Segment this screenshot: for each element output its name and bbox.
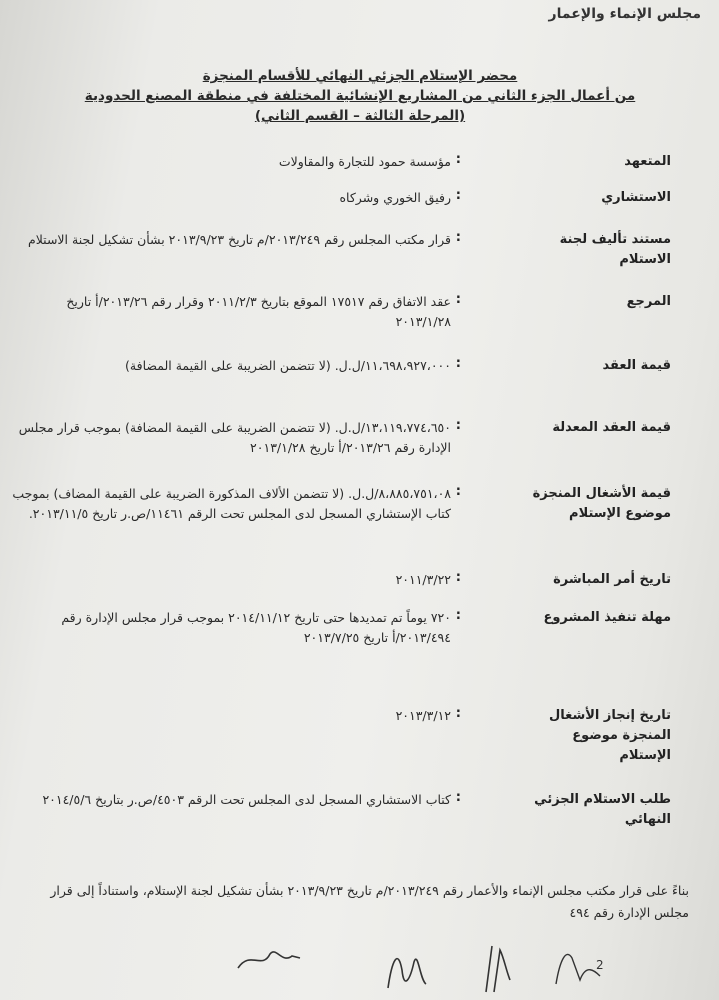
field-value: ٢٠١١/٣/٢٢ — [395, 572, 451, 587]
title-line-1: محضر الإستلام الجزئي النهائي للأقسام المنجزة — [202, 68, 518, 84]
field-label: المرجع — [626, 294, 671, 309]
field-label: قيمة العقد المعدلة — [552, 420, 671, 435]
field-colon: : — [455, 188, 461, 203]
signature-3 — [486, 946, 510, 992]
signature-4 — [556, 954, 600, 984]
field-colon: : — [455, 230, 461, 245]
field-value: قرار مكتب المجلس رقم ٢٠١٣/٢٤٩/م تاريخ ٢٠١٣/٩/٢٣ بشأن تشكيل لجنة الاستلام — [27, 232, 451, 247]
title-line-3: (المرحلة الثالثة – القسم الثاني) — [254, 108, 466, 124]
field-label: طلب الاستلام الجزئي النهائي — [534, 792, 671, 827]
field-label: قيمة العقد — [602, 358, 671, 373]
field-value: ٢٠١٣/٣/١٢ — [395, 708, 451, 723]
field-colon: : — [455, 706, 461, 721]
field-value: ٧٢٠ يوماً تم تمديدها حتى تاريخ ٢٠١٤/١١/١٢ بموجب قرار مجلس الإدارة رقم ٢٠١٣/٤٩٤/أ تاريخ ٢٠١٣/٧/٢٥ — [61, 610, 451, 645]
field-label: تاريخ أمر المباشرة — [553, 572, 671, 587]
field-colon: : — [455, 356, 461, 371]
signature-2 — [388, 959, 426, 988]
field-value: ١١،٦٩٨،٩٢٧،٠٠٠/ل.ل. (لا تتضمن الضريبة على القيمة المضافة) — [125, 358, 451, 373]
field-colon: : — [455, 570, 461, 585]
field-value: ٨،٨٨٥،٧٥١،٠٨/ل.ل. (لا تتضمن الألاف المذكورة الضريبة على القيمة المضاف) بموجب كتاب الإستشاري المسجل لدى المجلس تحت الرقم ١١٤٦١/ص.ر تاريخ ٢٠١٣/١١/٥. — [12, 486, 451, 521]
field-value: ١٣،١١٩،٧٧٤،٦٥٠/ل.ل. (لا تتضمن الضريبة على القيمة المضافة) بموجب قرار مجلس الإدارة رقم ٢٠١٣/٢٦/أ تاريخ ٢٠١٣/١/٢٨ — [18, 420, 451, 455]
field-value: كتاب الاستشاري المسجل لدى المجلس تحت الرقم ٤٥٠٣/ص.ر بتاريخ ٢٠١٤/٥/٦ — [42, 792, 451, 807]
field-label: تاريخ إنجاز الأشغال المنجزة موضوع الإستلام — [548, 708, 671, 763]
field-value: رفيق الخوري وشركاه — [339, 190, 451, 205]
field-label: مهلة تنفيذ المشروع — [543, 610, 671, 625]
page-number: 2 — [596, 958, 604, 972]
letterhead: مجلس الإنماء والإعمار — [548, 6, 701, 22]
field-value: عقد الاتفاق رقم ١٧٥١٧ الموقع بتاريخ ٢٠١١/٢/٣ وقرار رقم ٢٠١٣/٢٦/أ تاريخ ٢٠١٣/١/٢٨ — [66, 294, 451, 329]
signature-1 — [238, 952, 300, 968]
field-value: مؤسسة حمود للتجارة والمقاولات — [278, 154, 451, 169]
field-colon: : — [455, 292, 461, 307]
field-label: مستند تأليف لجنة الاستلام — [559, 232, 671, 267]
field-label: المتعهد — [624, 154, 671, 169]
field-colon: : — [455, 484, 461, 499]
document-title — [40, 68, 680, 128]
field-colon: : — [455, 418, 461, 433]
field-colon: : — [455, 608, 461, 623]
field-colon: : — [455, 790, 461, 805]
field-label: الاستشاري — [601, 190, 671, 205]
closing-paragraph: بناءً على قرار مكتب مجلس الإنماء والأعمار رقم ٢٠١٣/٢٤٩/م تاريخ ٢٠١٣/٩/٢٣ بشأن تشكيل لجنة الإستلام، واستناداً إلى قرار مجلس الإدارة رقم ٤٩٤ — [50, 883, 689, 920]
field-colon: : — [455, 152, 461, 167]
field-label: قيمة الأشغال المنجزة موضوع الإستلام — [532, 486, 671, 521]
signatures — [0, 940, 719, 1000]
title-line-2: من أعمال الجزء الثاني من المشاريع الإنشائية المختلفة في منطقة المصنع الحدودية — [84, 88, 636, 104]
